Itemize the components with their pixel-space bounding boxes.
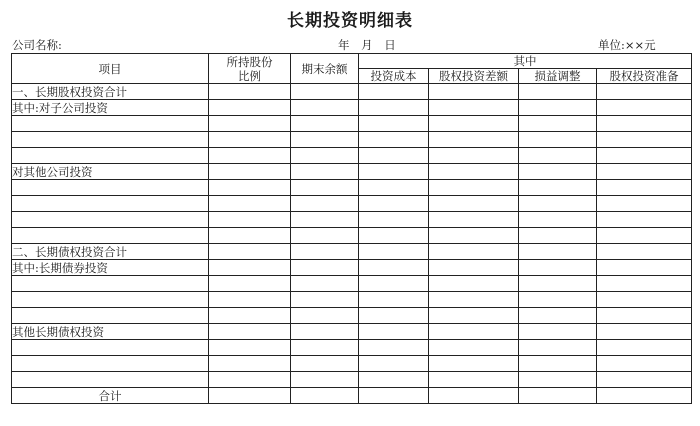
table-cell	[209, 244, 291, 260]
table-row	[12, 164, 692, 180]
table-cell	[359, 164, 429, 180]
table-cell	[597, 276, 692, 292]
row-label: 其中:长期债券投资	[12, 260, 209, 276]
row-label: 一、长期股权投资合计	[12, 84, 209, 100]
table-cell	[519, 84, 597, 100]
table-cell	[597, 372, 692, 388]
row-label	[12, 228, 209, 244]
table-row	[12, 340, 692, 356]
table-cell	[519, 324, 597, 340]
table-cell	[359, 340, 429, 356]
row-label	[12, 276, 209, 292]
table-cell	[429, 308, 519, 324]
table-cell	[291, 228, 359, 244]
table-cell	[429, 244, 519, 260]
table-cell	[209, 100, 291, 116]
header-investment-cost: 投资成本	[359, 69, 429, 84]
table-row	[12, 132, 692, 148]
table-row	[12, 292, 692, 308]
table-cell	[209, 260, 291, 276]
row-label: 其他长期债权投资	[12, 324, 209, 340]
table-row	[12, 308, 692, 324]
table-cell	[359, 292, 429, 308]
table-row	[12, 100, 692, 116]
table-cell	[291, 340, 359, 356]
table-cell	[429, 292, 519, 308]
table-cell	[597, 388, 692, 404]
table-cell	[429, 388, 519, 404]
table-cell	[359, 84, 429, 100]
table-cell	[291, 164, 359, 180]
table-cell	[429, 84, 519, 100]
table-cell	[359, 100, 429, 116]
table-cell	[597, 356, 692, 372]
table-cell	[291, 180, 359, 196]
table-cell	[597, 164, 692, 180]
row-label	[12, 116, 209, 132]
table-cell	[209, 148, 291, 164]
table-cell	[597, 212, 692, 228]
date-label: 年 月 日	[338, 38, 396, 52]
table-cell	[209, 228, 291, 244]
table-cell	[359, 372, 429, 388]
table-cell	[209, 84, 291, 100]
header-share-ratio	[209, 54, 291, 84]
header-of-which: 其中	[359, 54, 692, 69]
table-cell	[519, 196, 597, 212]
row-label	[12, 212, 209, 228]
table-cell	[209, 356, 291, 372]
table-cell	[359, 308, 429, 324]
table-cell	[519, 132, 597, 148]
table-row	[12, 276, 692, 292]
table-cell	[291, 372, 359, 388]
table-cell	[597, 308, 692, 324]
table-cell	[519, 100, 597, 116]
table-row	[12, 148, 692, 164]
table-cell	[519, 180, 597, 196]
header-share-ratio-line1: 所持股份	[226, 54, 273, 69]
table-cell	[519, 372, 597, 388]
table-cell	[291, 244, 359, 260]
table-cell	[359, 196, 429, 212]
table-cell	[429, 324, 519, 340]
table-cell	[519, 340, 597, 356]
row-label	[12, 356, 209, 372]
table-cell	[359, 116, 429, 132]
table-cell	[519, 116, 597, 132]
table-row	[12, 84, 692, 100]
row-label: 对其他公司投资	[12, 164, 209, 180]
table-cell	[429, 356, 519, 372]
table-cell	[291, 356, 359, 372]
table-cell	[429, 132, 519, 148]
table-cell	[291, 260, 359, 276]
table-cell	[519, 212, 597, 228]
page-title: 长期投资明细表	[287, 11, 413, 31]
table-cell	[209, 324, 291, 340]
table-cell	[429, 340, 519, 356]
table-cell	[429, 100, 519, 116]
table-cell	[209, 276, 291, 292]
table-cell	[519, 148, 597, 164]
header-ending-balance: 期末余额	[291, 54, 359, 84]
table-cell	[597, 180, 692, 196]
table-cell	[359, 324, 429, 340]
table-row	[12, 324, 692, 340]
row-label	[12, 180, 209, 196]
table-cell	[429, 116, 519, 132]
table-cell	[291, 388, 359, 404]
table-cell	[597, 340, 692, 356]
table-cell	[597, 100, 692, 116]
row-label	[12, 148, 209, 164]
header-equity-reserve: 股权投资准备	[597, 69, 692, 84]
table-cell	[519, 292, 597, 308]
table-cell	[519, 308, 597, 324]
table-cell	[359, 356, 429, 372]
table-cell	[519, 260, 597, 276]
table-cell	[359, 388, 429, 404]
table-cell	[209, 292, 291, 308]
table-cell	[429, 148, 519, 164]
table-cell	[291, 212, 359, 228]
table-cell	[597, 148, 692, 164]
table-cell	[209, 212, 291, 228]
table-row	[12, 388, 692, 404]
table-cell	[359, 244, 429, 260]
table-cell	[597, 292, 692, 308]
header-item: 项目	[12, 54, 209, 84]
table-cell	[291, 132, 359, 148]
table-cell	[291, 308, 359, 324]
table-cell	[359, 260, 429, 276]
table-row	[12, 244, 692, 260]
table-cell	[597, 228, 692, 244]
table-cell	[519, 388, 597, 404]
table-row	[12, 372, 692, 388]
table-cell	[209, 340, 291, 356]
table-row	[12, 356, 692, 372]
table-cell	[209, 372, 291, 388]
table-cell	[519, 276, 597, 292]
table-cell	[429, 372, 519, 388]
table-cell	[519, 244, 597, 260]
row-label	[12, 340, 209, 356]
table-cell	[429, 228, 519, 244]
table-cell	[429, 276, 519, 292]
table-cell	[597, 260, 692, 276]
table-cell	[429, 196, 519, 212]
table-cell	[291, 292, 359, 308]
row-label	[12, 308, 209, 324]
row-label: 合计	[12, 388, 209, 404]
table-cell	[359, 228, 429, 244]
table-row	[12, 116, 692, 132]
table-cell	[597, 132, 692, 148]
table-cell	[519, 356, 597, 372]
table-cell	[209, 164, 291, 180]
table-cell	[519, 164, 597, 180]
header-share-ratio-line2: 比例	[238, 68, 261, 83]
table-cell	[291, 116, 359, 132]
table-cell	[597, 196, 692, 212]
table-row	[12, 228, 692, 244]
table-row	[12, 196, 692, 212]
table-cell	[209, 180, 291, 196]
table-cell	[359, 276, 429, 292]
table-cell	[209, 132, 291, 148]
company-name-label: 公司名称:	[12, 38, 62, 52]
table-cell	[429, 260, 519, 276]
table-cell	[209, 308, 291, 324]
table-cell	[291, 84, 359, 100]
table-cell	[429, 164, 519, 180]
row-label	[12, 372, 209, 388]
table-row	[12, 180, 692, 196]
table-cell	[597, 244, 692, 260]
row-label	[12, 132, 209, 148]
table-cell	[209, 388, 291, 404]
table-cell	[291, 100, 359, 116]
table-cell	[359, 132, 429, 148]
table-cell	[359, 148, 429, 164]
table-cell	[519, 228, 597, 244]
investment-schedule-table	[11, 53, 692, 404]
table-row	[12, 260, 692, 276]
table-cell	[359, 180, 429, 196]
table-cell	[291, 276, 359, 292]
table-cell	[359, 212, 429, 228]
table-cell	[291, 196, 359, 212]
header-equity-difference: 股权投资差额	[429, 69, 519, 84]
row-label	[12, 196, 209, 212]
header-profit-loss-adjustment: 损益调整	[519, 69, 597, 84]
table-cell	[597, 324, 692, 340]
table-cell	[209, 116, 291, 132]
table-cell	[291, 148, 359, 164]
row-label	[12, 292, 209, 308]
table-cell	[597, 84, 692, 100]
table-cell	[209, 196, 291, 212]
table-cell	[429, 180, 519, 196]
table-row	[12, 212, 692, 228]
table-cell	[291, 324, 359, 340]
table-cell	[429, 212, 519, 228]
row-label: 二、长期债权投资合计	[12, 244, 209, 260]
row-label: 其中:对子公司投资	[12, 100, 209, 116]
unit-label: 单位:××元	[598, 38, 656, 52]
table-cell	[597, 116, 692, 132]
